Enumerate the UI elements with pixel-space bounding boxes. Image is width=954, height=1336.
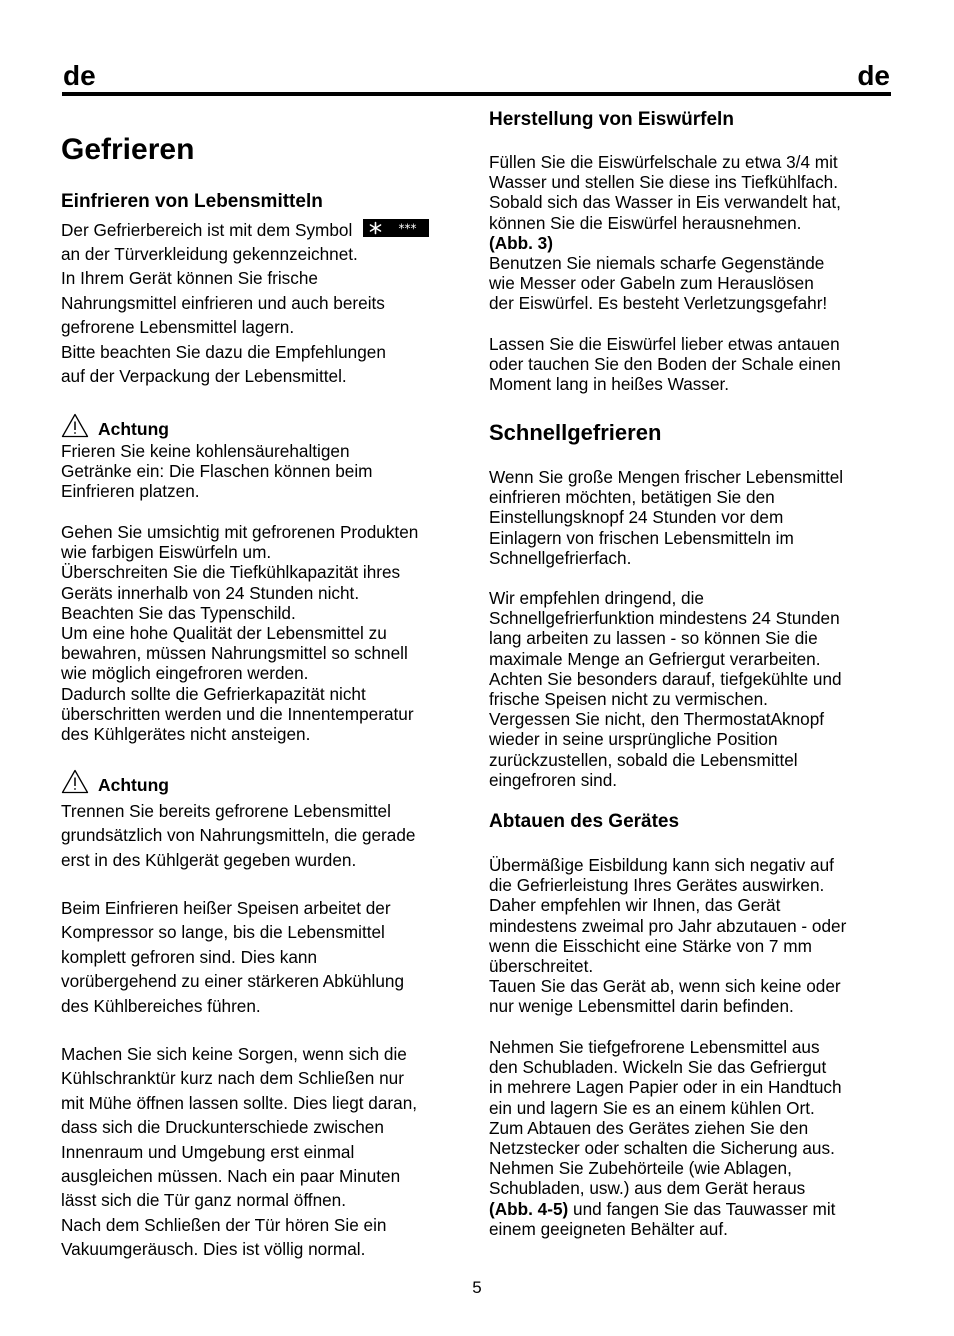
text-line: auf der Verpackung der Lebensmittel.	[61, 366, 347, 387]
text-line: Moment lang in heißes Wasser.	[489, 374, 730, 395]
warning-1-text	[61, 441, 372, 502]
text-line: Einlagern von frischen Lebensmitteln im	[489, 527, 794, 548]
einfrieren-symbol-text: Der Gefrierbereich ist mit dem Symbol	[61, 220, 353, 240]
text-line: lässt sich die Tür ganz normal öffnen.	[61, 1190, 347, 1211]
text-line: den Schubladen. Wickeln Sie das Gefriergut	[489, 1057, 827, 1078]
door-vacuum-paragraph	[61, 1042, 417, 1262]
text-line: an der Türverkleidung gekennzeichnet.	[61, 244, 358, 264]
frozen-products-paragraph	[61, 522, 418, 744]
text-line: können Sie die Eiswürfel herausnehmen.	[489, 212, 802, 233]
four-star-freezer-symbol-icon	[363, 219, 429, 243]
text-line: Nehmen Sie Zubehörteile (wie Ablagen,	[489, 1158, 792, 1179]
page-number: 5	[472, 1278, 482, 1297]
text-line: zurückzustellen, sobald die Lebensmittel	[489, 749, 798, 770]
text-line: Bitte beachten Sie dazu die Empfehlungen	[61, 341, 386, 362]
text-line: Vakuumgeräusch. Dies ist völlig normal.	[61, 1239, 366, 1260]
text-line: Schnellgefrierfunktion mindestens 24 Stunden	[489, 608, 840, 629]
text-line: erst in des Kühlgerät gegeben wurden.	[61, 849, 357, 870]
text-line: ein und lagern Sie es an einem kühlen Ort.	[489, 1097, 815, 1118]
warning-label: Achtung	[98, 418, 169, 439]
text-line: des Kühlbereiches führen.	[61, 995, 261, 1016]
figure-reference: (Abb. 3)	[489, 232, 553, 253]
quick-freeze-paragraph-2	[489, 588, 842, 790]
warning-2-text	[61, 799, 415, 872]
text-line: eingefroren sind.	[489, 769, 618, 790]
text-line: Innenraum und Umgebung erst einmal	[61, 1141, 355, 1162]
figure-reference: (Abb. 4-5)	[489, 1198, 569, 1219]
header-rule	[62, 92, 891, 96]
text-line: Um eine hohe Qualität der Lebensmittel zu	[61, 623, 387, 644]
text-line: oder tauchen Sie den Boden der Schale einen	[489, 354, 841, 375]
text-line: komplett gefroren sind. Dies kann	[61, 946, 318, 967]
text-line: Geräts innerhalb von 24 Stunden nicht.	[61, 582, 360, 603]
text-line: mit Mühe öffnen lassen sollte. Dies liegt daran,	[61, 1092, 418, 1113]
text-line: Einfrieren platzen.	[61, 481, 200, 502]
text-line: Schubladen, usw.) aus dem Gerät heraus	[489, 1178, 806, 1199]
text-line: Benutzen Sie niemals scharfe Gegenstände	[489, 253, 825, 274]
warning-label: Achtung	[98, 774, 169, 795]
defrost-paragraph-2	[489, 1037, 842, 1239]
text-line: nur wenige Lebensmittel darin befinden.	[489, 996, 794, 1017]
text-line: Vergessen Sie nicht, den ThermostatAknopf	[489, 709, 825, 730]
text-line: Beim Einfrieren heißer Speisen arbeitet der	[61, 898, 391, 918]
einfrieren-first-line	[61, 218, 429, 243]
text-line: Nach dem Schließen der Tür hören Sie ein	[61, 1214, 387, 1235]
text-line: einem geeigneten Behälter auf.	[489, 1218, 728, 1239]
text-line: Achten Sie besonders darauf, tiefgekühlte und	[489, 668, 842, 689]
warning-notice-2	[61, 769, 169, 794]
text-line: wie Messer oder Gabeln zum Herauslösen	[489, 273, 814, 294]
text-line: die Gefrierleistung Ihres Gerätes auswirken.	[489, 875, 825, 896]
text-line: wie möglich eingefroren werden.	[61, 663, 309, 684]
text-line: Füllen Sie die Eiswürfelschale zu etwa 3/4 mit	[489, 152, 838, 172]
text-line: frische Speisen nicht zu vermischen.	[489, 689, 768, 710]
text-line: Sobald sich das Wasser in Eis verwandelt hat,	[489, 192, 841, 213]
text-line: Lassen Sie die Eiswürfel lieber etwas antauen	[489, 334, 840, 354]
defrost-paragraph-1	[489, 855, 846, 1017]
text-line: Tauen Sie das Gerät ab, wenn sich keine oder	[489, 976, 841, 997]
text-line: Wir empfehlen dringend, die	[489, 588, 704, 608]
text-line: gefrorene Lebensmittel lagern.	[61, 317, 295, 338]
ice-cubes-paragraph	[489, 152, 841, 314]
text-line: mindestens zweimal pro Jahr abzutauen - oder	[489, 915, 847, 936]
text-line: Übermäßige Eisbildung kann sich negativ auf	[489, 855, 834, 875]
text-line: einfrieren möchten, betätigen Sie den	[489, 487, 775, 508]
svg-text:***: ***	[398, 221, 417, 236]
section-heading-schnellgefrieren: Schnellgefrieren	[489, 420, 662, 445]
text-line: bewahren, müssen Nahrungsmittel so schnell	[61, 643, 408, 664]
language-label-right: de	[857, 60, 890, 91]
text-line: wenn die Eisschicht eine Stärke von 7 mm	[489, 935, 812, 956]
text-line: Kompressor so lange, bis die Lebensmittel	[61, 922, 385, 943]
text-fragment: und fangen Sie das Tauwasser mit	[568, 1198, 836, 1219]
text-line: überschreitet.	[489, 956, 594, 977]
text-line: vorübergehend zu einer stärkeren Abkühlung	[61, 971, 405, 992]
warning-triangle-icon	[61, 769, 89, 794]
text-line: Wasser und stellen Sie diese ins Tiefkühlfach.	[489, 172, 839, 193]
text-line: Machen Sie sich keine Sorgen, wenn sich die	[61, 1044, 407, 1064]
text-line: Zum Abtauen des Gerätes ziehen Sie den	[489, 1117, 809, 1138]
text-line: Beachten Sie das Typenschild.	[61, 602, 296, 623]
text-line: Frieren Sie keine kohlensäurehaltigen	[61, 441, 350, 461]
text-line: Wenn Sie große Mengen frischer Lebensmittel	[489, 467, 844, 487]
text-line: Nehmen Sie tiefgefrorene Lebensmittel aus	[489, 1037, 820, 1057]
text-line: ausgleichen müssen. Nach ein paar Minuten	[61, 1166, 401, 1187]
warning-triangle-icon	[61, 413, 89, 438]
text-line: überschritten werden und die Innentemperatur	[61, 703, 414, 724]
text-line: grundsätzlich von Nahrungsmitteln, die gerade	[61, 825, 416, 846]
section-heading-abtauen: Abtauen des Gerätes	[489, 811, 680, 832]
text-line: dass sich die Druckunterschiede zwischen	[61, 1117, 384, 1138]
text-line: Gehen Sie umsichtig mit gefrorenen Produkten	[61, 522, 419, 542]
section-heading-eiswuerfel: Herstellung von Eiswürfeln	[489, 109, 734, 130]
section-heading-einfrieren: Einfrieren von Lebensmitteln	[61, 191, 323, 212]
text-line: Getränke ein: Die Flaschen können beim	[61, 461, 373, 482]
text-line-with-reference	[489, 1199, 842, 1219]
text-line: Überschreiten Sie die Tiefkühlkapazität ihres	[61, 562, 401, 583]
text-line: lang arbeiten zu lassen - so können Sie die	[489, 628, 818, 649]
page-title: Gefrieren	[61, 133, 195, 166]
hot-food-paragraph	[61, 896, 404, 1018]
text-line: maximale Menge an Gefriergut verarbeiten.	[489, 648, 821, 669]
text-line: Schnellgefrierfach.	[489, 547, 632, 568]
text-line: der Eiswürfel. Es besteht Verletzungsgefahr!	[489, 293, 828, 314]
text-line: des Kühlgerätes nicht ansteigen.	[61, 724, 311, 745]
text-line: In Ihrem Gerät können Sie frische	[61, 268, 318, 289]
text-line: Nahrungsmittel einfrieren und auch bereits	[61, 292, 385, 313]
text-line: Netzstecker oder schalten die Sicherung aus.	[489, 1138, 835, 1159]
text-line: Kühlschranktür kurz nach dem Schließen nur	[61, 1068, 404, 1089]
einfrieren-paragraph	[61, 242, 386, 388]
language-label-left: de	[63, 60, 96, 91]
text-line: Einstellungsknopf 24 Stunden vor dem	[489, 507, 784, 528]
text-line: Daher empfehlen wir Ihnen, das Gerät	[489, 895, 781, 916]
text-line: wieder in seine ursprüngliche Position	[489, 729, 778, 750]
text-line: wie farbigen Eiswürfeln um.	[61, 542, 272, 563]
ice-cubes-tip-paragraph	[489, 334, 841, 395]
text-line: Dadurch sollte die Gefrierkapazität nicht	[61, 683, 366, 704]
text-line: in mehrere Lagen Papier oder in ein Handtuch	[489, 1077, 842, 1098]
warning-notice-1	[61, 413, 169, 438]
quick-freeze-paragraph-1	[489, 467, 843, 568]
text-line: Trennen Sie bereits gefrorene Lebensmittel	[61, 801, 391, 821]
